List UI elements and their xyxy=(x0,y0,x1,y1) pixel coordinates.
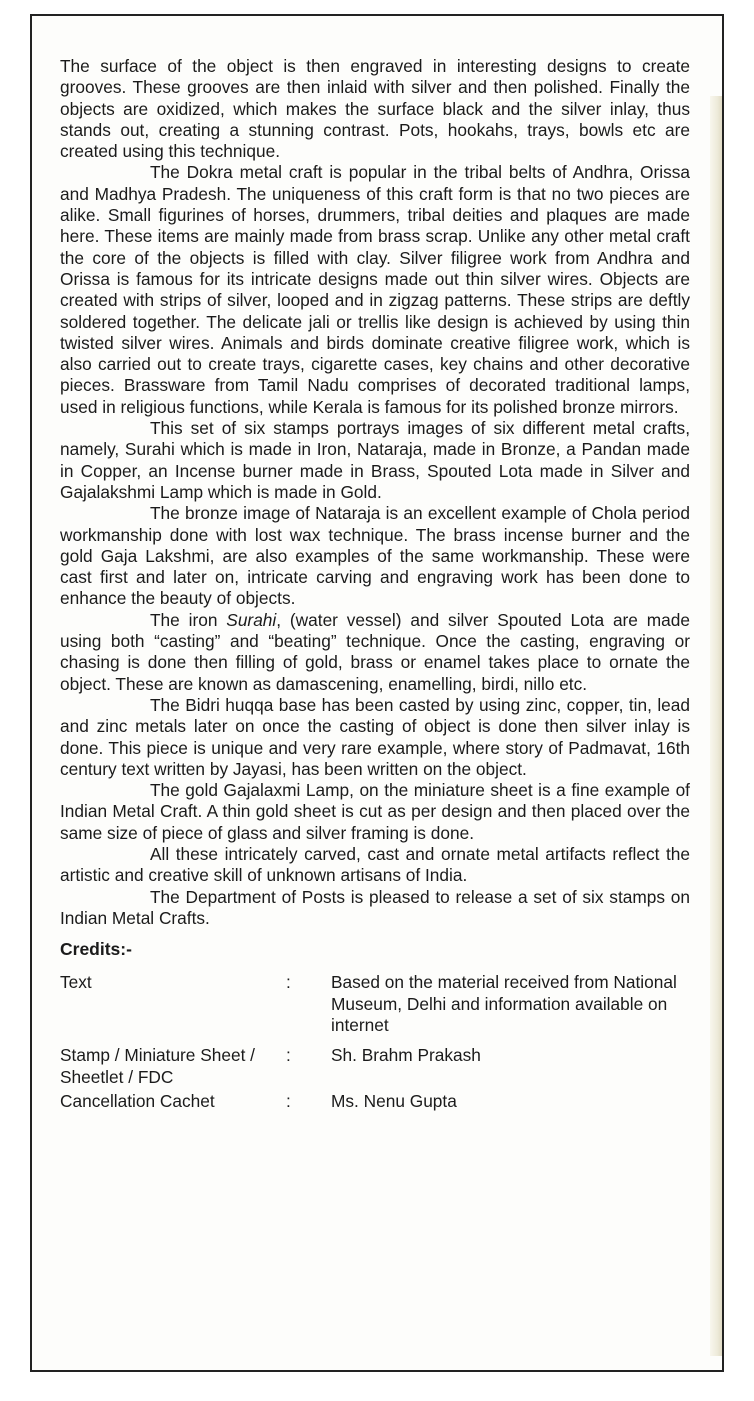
credit-label: Stamp / Miniature Sheet / Sheetlet / FDC xyxy=(60,1045,255,1087)
credit-label: Text xyxy=(60,972,92,993)
paragraph-gajalaxmi: The gold Gajalaxmi Lamp, on the miniature sheet is a fine example of Indian Metal Craft. A thin gold sheet is cut as per design and then placed over the same size of piece of glass and silver framing is done. xyxy=(60,780,690,843)
credit-colon: : xyxy=(286,1090,291,1111)
paragraph-nataraja: The bronze image of Nataraja is an excellent example of Chola period workmanship done with lost wax technique. The brass incense burner and the gold Gaja Lakshmi, are also examples of the same workmanship. These were cast first and later on, intricate carving and engraving work has been done to enhance the beauty of objects. xyxy=(60,503,690,609)
credit-colon: : xyxy=(286,1045,291,1066)
paragraph-engraving: The surface of the object is then engraved in interesting designs to create grooves. These grooves are then inlaid with silver and then polished. Finally the objects are oxidized, which makes the surface black and the silver inlay, thus stands out, creating a stunning contrast. Pots, hookahs, trays, bowls etc are created using this technique. xyxy=(60,56,690,162)
page-edge-shadow xyxy=(710,96,722,1356)
paragraph-release: The Department of Posts is pleased to release a set of six stamps on Indian Metal Crafts. xyxy=(60,886,690,928)
credit-row-text xyxy=(60,972,690,1036)
credits-heading: Credits:- xyxy=(60,939,132,960)
credit-value: Based on the material received from National Museum, Delhi and information available on internet xyxy=(331,972,677,1036)
credit-row-cachet xyxy=(60,1091,690,1112)
body-text xyxy=(60,56,690,1115)
paragraph-stamp-set: This set of six stamps portrays images of six different metal crafts, namely, Surahi which is made in Iron, Nataraja, made in Bronze, a Pandan made in Copper, an Incense burner made in Brass, Spouted Lota made in Silver and Gajalakshmi Lamp which is made in Gold. xyxy=(60,418,690,502)
credit-colon: : xyxy=(286,972,291,993)
credit-label: Cancellation Cachet xyxy=(60,1090,215,1111)
paragraph-bidri: The Bidri huqqa base has been casted by using zinc, copper, tin, lead and zinc metals later on once the casting of object is done then silver inlay is done. This piece is unique and very rare example, where story of Padmavat, 16th century text written by Jayasi, has been written on the object. xyxy=(60,694,690,779)
surahi-text-after: , (water vessel) and silver Spouted Lota are made using both “casting” and “beating” technique. Once the casting, engraving or chasing is done then filling of gold, brass or enamel takes place to ornate the object. These are known as damascening, enamelling, birdi, nillo etc. xyxy=(60,609,690,694)
brochure-page xyxy=(30,14,724,1372)
credit-value: Ms. Nenu Gupta xyxy=(331,1090,457,1111)
paragraph-artisans: All these intricately carved, cast and ornate metal artifacts reflect the artistic and creative skill of unknown artisans of India. xyxy=(60,843,690,886)
surahi-text-before: The iron xyxy=(150,609,227,630)
paragraph-dokra: The Dokra metal craft is popular in the tribal belts of Andhra, Orissa and Madhya Pradesh. The uniqueness of this craft form is that no two pieces are alike. Small figurines of horses, drummers, tribal deities and plaques are made here. These items are mainly made from brass scrap. Unlike any other metal craft the core of the objects is filled with clay. Silver filigree work from Andhra and Orissa is famous for its intricate designs made out thin silver wires. Objects are created with strips of silver, looped and in zigzag patterns. These strips are deftly soldered together. The delicate jali or trellis like design is achieved by using thin twisted silver wires. Animals and birds dominate creative filigree work, which is also carried out to create trays, cigarette cases, key chains and other decorative pieces. Brassware from Tamil Nadu comprises of decorated traditional lamps, used in religious functions, while Kerala is famous for its polished bronze mirrors. xyxy=(60,162,690,417)
credit-value: Sh. Brahm Prakash xyxy=(331,1045,481,1066)
paragraph-surahi xyxy=(60,610,690,695)
surahi-emphasis: Surahi xyxy=(226,609,277,630)
credit-row-stamp xyxy=(60,1045,690,1088)
